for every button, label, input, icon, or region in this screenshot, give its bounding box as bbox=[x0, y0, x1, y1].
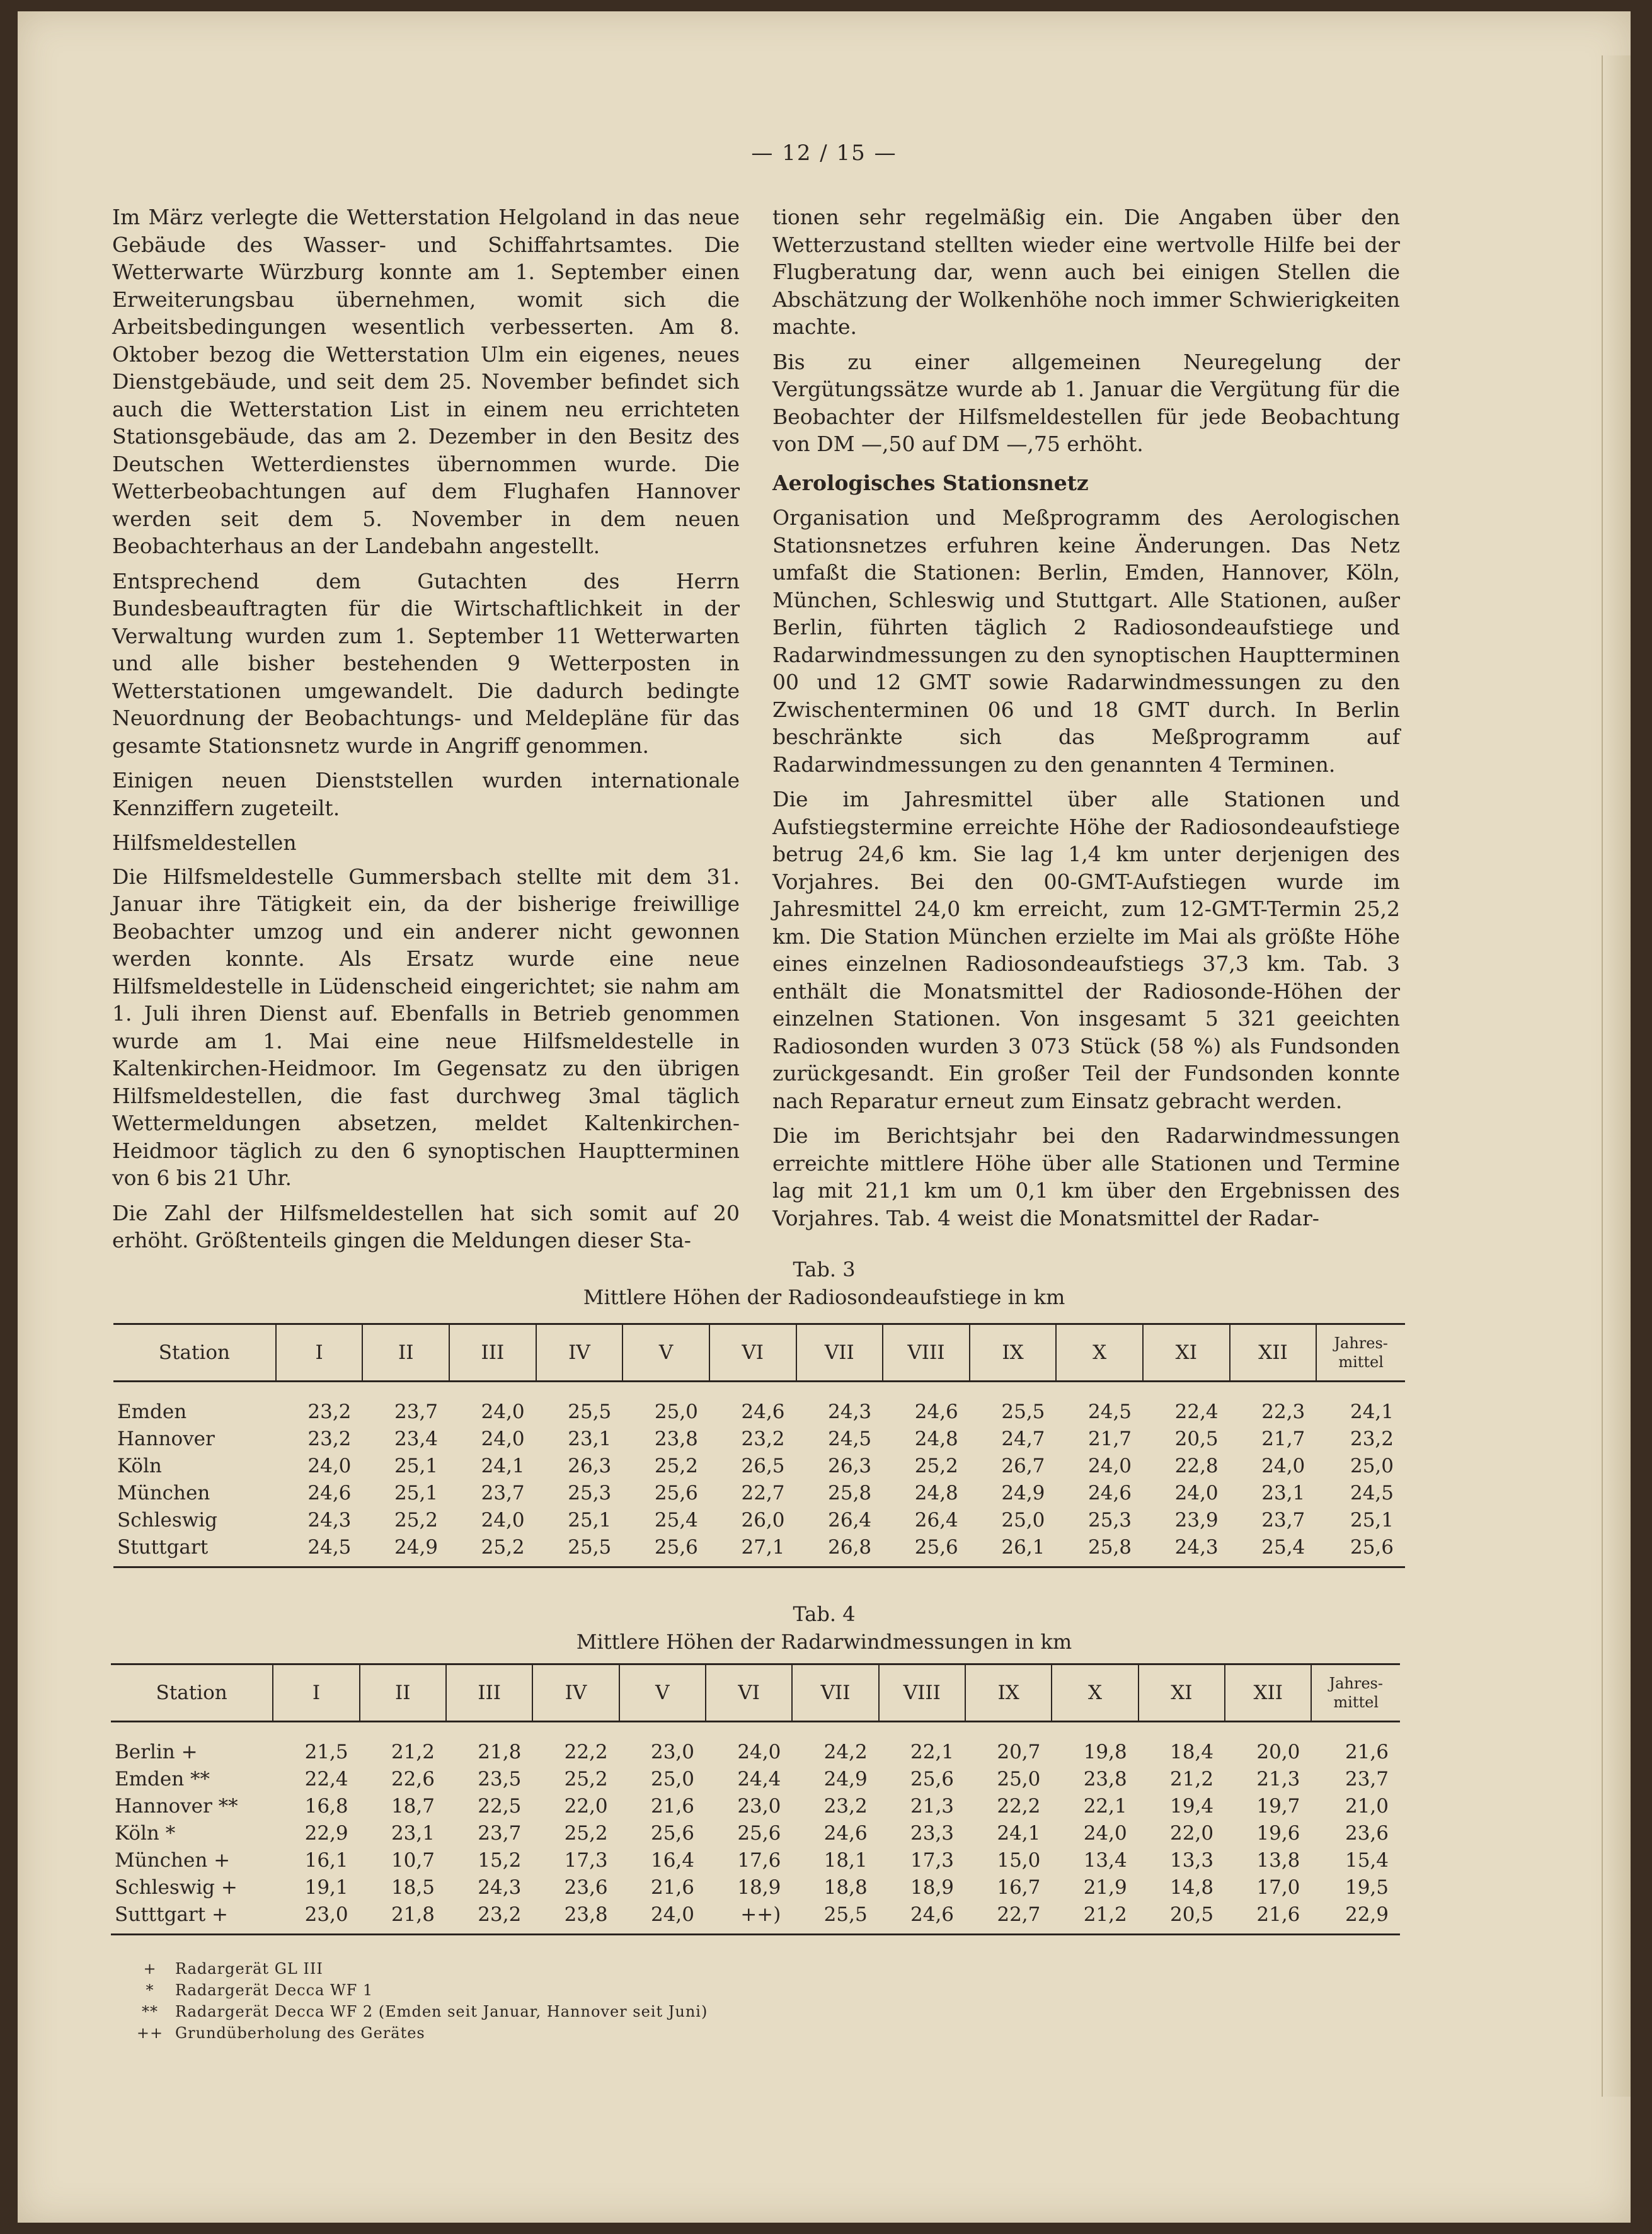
table-cell: 26,7 bbox=[1001, 1455, 1045, 1477]
page-number: — 12 / 15 — bbox=[751, 140, 897, 166]
table-cell: 22,7 bbox=[965, 1901, 1052, 1935]
table-cell: 21,3 bbox=[1256, 1768, 1300, 1790]
table-cell: 25,6 bbox=[910, 1768, 955, 1790]
column-header: III bbox=[446, 1664, 532, 1722]
table-cell: 24,3 bbox=[478, 1876, 522, 1899]
table-cell: 21,7 bbox=[1088, 1428, 1132, 1450]
table-cell: 19,7 bbox=[1256, 1795, 1300, 1818]
paragraph: Organisation und Meßprogramm des Aerologischen Stationsnetzes erfuhren keine Änderungen. Das Netz umfaßt die Stationen: Berlin, Emden, Hannover, Köln, München, Schleswig und Stuttgart. Alle Stationen, außer Berlin, führten täglich 2 Radiosondeaufstiege und Radarwindmessungen zu den synoptischen Hauptterminen 00 und 12 GMT sowie Radarwindmessungen zu den Zwischenterminen 06 und 18 GMT durch. In Berlin beschränkte sich das Meßprogramm auf Radarwindmessungen zu den genannten 4 Terminen. bbox=[772, 505, 1400, 777]
table-cell: 18,9 bbox=[737, 1876, 781, 1899]
table-cell: 23,6 bbox=[564, 1876, 608, 1899]
column-header: Station bbox=[113, 1324, 276, 1382]
table-cell: 24,6 bbox=[741, 1401, 785, 1423]
footnote-symbol: ++ bbox=[136, 2024, 164, 2042]
table-cell: 25,3 bbox=[1088, 1509, 1132, 1532]
table-cell: 13,3 bbox=[1170, 1849, 1214, 1872]
table-cell: 22,2 bbox=[997, 1795, 1041, 1818]
footnote-text: Radargerät Decca WF 2 (Emden seit Januar, Hannover seit Juni) bbox=[175, 2003, 708, 2020]
footnote-text: Radargerät GL III bbox=[175, 1960, 323, 1978]
paragraph: Im März verlegte die Wetterstation Helgoland in das neue Gebäude des Wasser- und Schiffahrtsamtes. Die Wetterwarte Würzburg konnte am 1. September einen Erweiterungsbau übernehmen, womit sich die Arbeitsbedingungen wesentlich verbesserten. Am 8. Oktober bezog die Wetterstation Ulm ein eigenes, neues Dienstgebäude, und seit dem 25. November befindet sich auch die Wetterstation List in einem neu errichteten Stationsgebäude, das am 2. Dezember in den Besitz des Deutschen Wetterdienstes übernommen wurde. Die Wetterbeobachtungen auf dem Flughafen Hannover werden seit dem 5. November in dem neuen Beobachterhaus an der Landebahn angestellt. bbox=[112, 205, 740, 558]
column-header: VI bbox=[709, 1324, 796, 1382]
page-edge bbox=[1602, 55, 1631, 2097]
station-name: Hannover ** bbox=[115, 1795, 238, 1818]
tab3-label: Tab. 3 bbox=[793, 1257, 856, 1281]
column-header: V bbox=[619, 1664, 706, 1722]
column-header: X bbox=[1052, 1664, 1138, 1722]
table-cell: 24,0 bbox=[481, 1401, 525, 1423]
table-cell: 24,0 bbox=[737, 1741, 781, 1763]
table-row bbox=[113, 1453, 1405, 1480]
tab3-caption bbox=[18, 1256, 1631, 1311]
table-cell: 25,0 bbox=[654, 1401, 698, 1423]
table-cell: 25,2 bbox=[449, 1534, 536, 1567]
table-cell: 23,8 bbox=[532, 1901, 619, 1935]
table-cell: 21,6 bbox=[1345, 1741, 1389, 1763]
table-cell: 26,0 bbox=[741, 1509, 785, 1532]
table-cell: 22,0 bbox=[1170, 1822, 1214, 1845]
table-cell: 24,6 bbox=[307, 1482, 352, 1504]
table-cell: 18,1 bbox=[823, 1849, 868, 1872]
table-cell: 24,8 bbox=[914, 1482, 958, 1504]
column-header: I bbox=[276, 1324, 363, 1382]
table-cell: 23,7 bbox=[1345, 1768, 1389, 1790]
table-cell: 25,1 bbox=[394, 1482, 439, 1504]
tab4-title: Mittlere Höhen der Radarwindmessungen in km bbox=[576, 1630, 1072, 1654]
table-cell: 21,8 bbox=[478, 1741, 522, 1763]
column-header: Jahres- mittel bbox=[1311, 1664, 1400, 1722]
table-cell: 15,4 bbox=[1345, 1849, 1389, 1872]
table-cell: 23,7 bbox=[481, 1482, 525, 1504]
table-cell: 25,4 bbox=[1230, 1534, 1317, 1567]
section-heading: Aerologisches Stationsnetz bbox=[772, 470, 1089, 495]
table-cell: 25,5 bbox=[1001, 1401, 1045, 1423]
column-header: XI bbox=[1143, 1324, 1230, 1382]
table-row bbox=[111, 1722, 1400, 1767]
table-cell: 25,2 bbox=[654, 1455, 698, 1477]
table-cell: 24,1 bbox=[1350, 1401, 1394, 1423]
column-header: IX bbox=[970, 1324, 1057, 1382]
station-name: Emden ** bbox=[115, 1768, 210, 1790]
right-column bbox=[772, 203, 1400, 1239]
table-cell: 24,1 bbox=[997, 1822, 1041, 1845]
paragraph: Die im Berichtsjahr bei den Radarwindmessungen erreichte mittlere Höhe über alle Stationen und Termine lag mit 21,1 km um 0,1 km über den Ergebnissen des Vorjahres. Tab. 4 weist die Monatsmittel der Radar- bbox=[772, 1123, 1400, 1230]
column-header: XII bbox=[1225, 1664, 1311, 1722]
table-cell: 23,6 bbox=[1345, 1822, 1389, 1845]
section-heading: Hilfsmeldestellen bbox=[112, 830, 297, 855]
table-cell: 18,8 bbox=[823, 1876, 868, 1899]
column-header: XII bbox=[1230, 1324, 1317, 1382]
table-cell: 13,4 bbox=[1083, 1849, 1127, 1872]
table-cell: 25,8 bbox=[1056, 1534, 1143, 1567]
column-header: II bbox=[362, 1324, 449, 1382]
table-cell: 24,0 bbox=[1088, 1455, 1132, 1477]
table-cell: 20,0 bbox=[1256, 1741, 1300, 1763]
column-header: VIII bbox=[883, 1324, 970, 1382]
station-name: München bbox=[117, 1482, 210, 1504]
footnote-text: Radargerät Decca WF 1 bbox=[175, 1981, 374, 1999]
table-cell: 21,3 bbox=[910, 1795, 955, 1818]
tab4-label: Tab. 4 bbox=[793, 1602, 856, 1626]
table-cell: 26,4 bbox=[914, 1509, 958, 1532]
footnote bbox=[125, 1979, 708, 2001]
footnote bbox=[125, 2001, 708, 2022]
station-name: Stuttgart bbox=[113, 1534, 276, 1567]
table-cell: 21,2 bbox=[1170, 1768, 1214, 1790]
table-cell: 21,0 bbox=[1345, 1795, 1389, 1818]
table-cell: 24,3 bbox=[307, 1509, 352, 1532]
table-cell: 24,9 bbox=[1001, 1482, 1045, 1504]
table-cell: 25,6 bbox=[622, 1534, 709, 1567]
table-cell: 22,2 bbox=[564, 1741, 608, 1763]
table-cell: 21,6 bbox=[1225, 1901, 1311, 1935]
table-cell: 25,5 bbox=[792, 1901, 878, 1935]
footnote-text: Grundüberholung des Gerätes bbox=[175, 2024, 425, 2042]
table-row bbox=[111, 1766, 1400, 1793]
table-cell: 25,8 bbox=[828, 1482, 872, 1504]
column-header: VII bbox=[792, 1664, 878, 1722]
table-cell: 24,0 bbox=[619, 1901, 706, 1935]
table-cell: 21,2 bbox=[1052, 1901, 1138, 1935]
table-cell: 26,3 bbox=[568, 1455, 612, 1477]
station-name: München + bbox=[115, 1849, 231, 1872]
table-cell: 23,4 bbox=[394, 1428, 439, 1450]
paragraph: Die im Jahresmittel über alle Stationen und Aufstiegstermine erreichte Höhe der Radiosondeaufstiege betrug 24,6 km. Sie lag 1,4 km unter derjenigen des Vorjahres. Bei den 00-GMT-Aufstiegen wurde im Jahresmittel 24,0 km erreicht, zum 12-GMT-Termin 25,2 km. Die Station München erzielte im Mai als größte Höhe eines einzelnen Radiosondeaufstiegs 37,3 km. Tab. 3 enthält die Monatsmittel der Radiosonde-Höhen der einzelnen Stationen. Von insgesamt 5 321 geeichten Radiosonden wurden 3 073 Stück (58 %) als Fundsonden zurückgesandt. Ein großer Teil der Fundsonden konnte nach Reparatur erneut zum Einsatz gebracht werden. bbox=[772, 787, 1400, 1113]
footnote-symbol: + bbox=[143, 1960, 157, 1978]
table-cell: 26,5 bbox=[741, 1455, 785, 1477]
station-name: Köln * bbox=[115, 1822, 176, 1845]
table-cell: 18,7 bbox=[391, 1795, 435, 1818]
table-cell: 25,6 bbox=[650, 1822, 694, 1845]
table-cell: 20,7 bbox=[997, 1741, 1041, 1763]
table-cell: 19,1 bbox=[304, 1876, 348, 1899]
table-cell: 23,0 bbox=[650, 1741, 694, 1763]
table-cell: 24,9 bbox=[823, 1768, 868, 1790]
column-header: IV bbox=[536, 1324, 623, 1382]
table-cell: 23,9 bbox=[1174, 1509, 1219, 1532]
table-cell: 24,3 bbox=[1143, 1534, 1230, 1567]
left-column bbox=[112, 203, 740, 1262]
table-cell: 22,1 bbox=[1083, 1795, 1127, 1818]
table-cell: 24,4 bbox=[737, 1768, 781, 1790]
table-cell: 23,2 bbox=[741, 1428, 785, 1450]
table-cell: 22,7 bbox=[741, 1482, 785, 1504]
table-cell: 24,2 bbox=[823, 1741, 868, 1763]
table-cell: 24,3 bbox=[828, 1401, 872, 1423]
table-cell: 27,1 bbox=[709, 1534, 796, 1567]
table-cell: 16,8 bbox=[304, 1795, 348, 1818]
table-cell: 21,5 bbox=[304, 1741, 348, 1763]
table-cell: 25,5 bbox=[568, 1401, 612, 1423]
column-header: Station bbox=[111, 1664, 273, 1722]
table-cell: 25,1 bbox=[568, 1509, 612, 1532]
table-row bbox=[111, 1820, 1400, 1847]
table-cell: 24,6 bbox=[823, 1822, 868, 1845]
table-cell: 22,6 bbox=[391, 1768, 435, 1790]
table-cell: 25,0 bbox=[997, 1768, 1041, 1790]
table-cell: 15,2 bbox=[478, 1849, 522, 1872]
table-cell: 24,7 bbox=[1001, 1428, 1045, 1450]
table-cell: 26,8 bbox=[796, 1534, 883, 1567]
table-cell: 18,4 bbox=[1170, 1741, 1214, 1763]
footnote bbox=[125, 2022, 708, 2044]
table-cell: 22,8 bbox=[1174, 1455, 1219, 1477]
tab3-title: Mittlere Höhen der Radiosondeaufstiege in km bbox=[583, 1285, 1065, 1309]
document-page bbox=[18, 11, 1631, 2223]
tab4-table bbox=[111, 1663, 1400, 1935]
column-header: IV bbox=[532, 1664, 619, 1722]
column-header: Jahres- mittel bbox=[1316, 1324, 1405, 1382]
station-name: Schleswig bbox=[117, 1509, 218, 1532]
table-cell: 23,8 bbox=[1083, 1768, 1127, 1790]
table-cell: 24,0 bbox=[1174, 1482, 1219, 1504]
paragraph: Entsprechend dem Gutachten des Herrn Bundesbeauftragten für die Wirtschaftlichkeit in der Verwaltung wurden zum 1. September 11 Wetterwarten und alle bisher bestehenden 9 Wetterposten in Wetterstationen umgewandelt. Die dadurch bedingte Neuordnung der Beobachtungs- und Meldepläne für das gesamte Stationsnetz wurde in Angriff genommen. bbox=[112, 568, 740, 758]
column-header: VIII bbox=[879, 1664, 965, 1722]
table-cell: 24,0 bbox=[481, 1428, 525, 1450]
table-cell: 21,6 bbox=[650, 1795, 694, 1818]
table-cell: 23,0 bbox=[273, 1901, 359, 1935]
table-cell: 16,7 bbox=[997, 1876, 1041, 1899]
table-cell: 25,2 bbox=[564, 1768, 608, 1790]
table-cell: 26,3 bbox=[828, 1455, 872, 1477]
footnote-symbol: ** bbox=[142, 2003, 158, 2020]
table-cell: 16,4 bbox=[650, 1849, 694, 1872]
table-cell: 24,5 bbox=[828, 1428, 872, 1450]
table-cell: 18,5 bbox=[391, 1876, 435, 1899]
column-header: VII bbox=[796, 1324, 883, 1382]
footnotes bbox=[125, 1958, 708, 2044]
table-cell: 25,6 bbox=[1316, 1534, 1405, 1567]
table-cell: 10,7 bbox=[391, 1849, 435, 1872]
table-cell: 23,5 bbox=[478, 1768, 522, 1790]
table-cell: 25,6 bbox=[883, 1534, 970, 1567]
table-cell: 23,7 bbox=[1261, 1509, 1305, 1532]
column-header: XI bbox=[1139, 1664, 1225, 1722]
table-cell: 25,4 bbox=[654, 1509, 698, 1532]
column-header: VI bbox=[706, 1664, 792, 1722]
table-cell: 25,0 bbox=[1350, 1455, 1394, 1477]
table-cell: 23,1 bbox=[1261, 1482, 1305, 1504]
table-cell: 26,4 bbox=[828, 1509, 872, 1532]
table-row bbox=[111, 1901, 1400, 1935]
table-cell: 24,6 bbox=[1088, 1482, 1132, 1504]
table-cell: 22,0 bbox=[564, 1795, 608, 1818]
table-cell: 21,8 bbox=[360, 1901, 446, 1935]
table-cell: 19,8 bbox=[1083, 1741, 1127, 1763]
table-row bbox=[113, 1382, 1405, 1426]
table-cell: 25,2 bbox=[394, 1509, 439, 1532]
table-cell: 22,4 bbox=[304, 1768, 348, 1790]
paragraph: Die Hilfsmeldestelle Gummersbach stellte mit dem 31. Januar ihre Tätigkeit ein, da der bisherige freiwillige Beobachter umzog und ein anderer nicht gewonnen werden konnte. Als Ersatz wurde eine neue Hilfsmeldestelle in Lüdenscheid eingerichtet; sie nahm am 1. Juli ihren Dienst auf. Ebenfalls in Betrieb genommen wurde am 1. Mai eine neue Hilfsmeldestelle in Kaltenkirchen-Heidmoor. Im Gegensatz zu den übrigen Hilfsmeldestellen, die fast durchweg 3mal täglich Wettermeldungen absetzen, meldet Kaltenkirchen-Heidmoor täglich zu den 6 synoptischen Hauptterminen von 6 bis 21 Uhr. bbox=[112, 864, 740, 1190]
table-cell: 22,9 bbox=[1311, 1901, 1400, 1935]
table-cell: 24,0 bbox=[481, 1509, 525, 1532]
table-cell: 19,5 bbox=[1345, 1876, 1389, 1899]
table-cell: 24,9 bbox=[362, 1534, 449, 1567]
table-cell: 17,3 bbox=[564, 1849, 608, 1872]
paragraph: Die Zahl der Hilfsmeldestellen hat sich somit auf 20 erhöht. Größtenteils gingen die Meldungen dieser Sta- bbox=[112, 1200, 740, 1252]
station-name: Hannover bbox=[117, 1428, 215, 1450]
column-header: X bbox=[1056, 1324, 1143, 1382]
table-cell: 16,1 bbox=[304, 1849, 348, 1872]
table-cell: 25,2 bbox=[914, 1455, 958, 1477]
table-cell: 20,5 bbox=[1139, 1901, 1225, 1935]
station-name: Berlin + bbox=[115, 1741, 198, 1763]
column-header: IX bbox=[965, 1664, 1052, 1722]
table-cell: 24,6 bbox=[879, 1901, 965, 1935]
table-cell: 24,6 bbox=[914, 1401, 958, 1423]
table-cell: 23,2 bbox=[446, 1901, 532, 1935]
table-cell: 23,3 bbox=[910, 1822, 955, 1845]
table-cell: 17,0 bbox=[1256, 1876, 1300, 1899]
table-cell: 23,2 bbox=[823, 1795, 868, 1818]
station-name: Köln bbox=[117, 1455, 162, 1477]
table-cell: 24,0 bbox=[1261, 1455, 1305, 1477]
table-cell: 24,5 bbox=[1088, 1401, 1132, 1423]
table-cell: 19,6 bbox=[1256, 1822, 1300, 1845]
tab4-caption bbox=[18, 1600, 1631, 1656]
table-row bbox=[111, 1847, 1400, 1874]
table-cell: 24,1 bbox=[481, 1455, 525, 1477]
table-cell: 25,5 bbox=[536, 1534, 623, 1567]
table-cell: 21,9 bbox=[1083, 1876, 1127, 1899]
table-cell: 25,0 bbox=[1001, 1509, 1045, 1532]
table-row bbox=[113, 1507, 1405, 1534]
table-cell: 24,5 bbox=[276, 1534, 363, 1567]
table-cell: 24,0 bbox=[307, 1455, 352, 1477]
station-name: Schleswig + bbox=[115, 1876, 238, 1899]
table-cell: 25,0 bbox=[650, 1768, 694, 1790]
table-cell: 13,8 bbox=[1256, 1849, 1300, 1872]
footnote bbox=[125, 1958, 708, 1979]
column-header: I bbox=[273, 1664, 359, 1722]
table-cell: 21,6 bbox=[650, 1876, 694, 1899]
paragraph: Bis zu einer allgemeinen Neuregelung der Vergütungssätze wurde ab 1. Januar die Vergütung für die Beobachter der Hilfsmeldestellen für jede Beobachtung von DM —,50 auf DM —,75 erhöht. bbox=[772, 349, 1400, 456]
paragraph: tionen sehr regelmäßig ein. Die Angaben über den Wetterzustand stellten wieder eine wertvolle Hilfe bei der Flugberatung dar, wenn auch bei einigen Stellen die Abschätzung der Wolkenhöhe noch immer Schwierigkeiten machte. bbox=[772, 205, 1400, 339]
table-cell: 23,2 bbox=[1350, 1428, 1394, 1450]
table-cell: 26,1 bbox=[970, 1534, 1057, 1567]
table-cell: 22,9 bbox=[304, 1822, 348, 1845]
table-cell: 22,3 bbox=[1261, 1401, 1305, 1423]
table-cell: 23,2 bbox=[307, 1428, 352, 1450]
column-header: III bbox=[449, 1324, 536, 1382]
table-cell: 18,9 bbox=[910, 1876, 955, 1899]
table-cell: 25,3 bbox=[568, 1482, 612, 1504]
paragraph: Einigen neuen Dienststellen wurden internationale Kennziffern zugeteilt. bbox=[112, 768, 740, 820]
table-cell: 24,8 bbox=[914, 1428, 958, 1450]
table-cell: 15,0 bbox=[997, 1849, 1041, 1872]
table-cell: 25,1 bbox=[394, 1455, 439, 1477]
table-cell: 17,3 bbox=[910, 1849, 955, 1872]
table-cell: 17,6 bbox=[737, 1849, 781, 1872]
table-cell: 25,6 bbox=[737, 1822, 781, 1845]
table-cell: 23,7 bbox=[394, 1401, 439, 1423]
column-header: V bbox=[622, 1324, 709, 1382]
table-cell: 19,4 bbox=[1170, 1795, 1214, 1818]
table-cell: 21,2 bbox=[391, 1741, 435, 1763]
table-cell: 23,1 bbox=[391, 1822, 435, 1845]
station-name: Sutttgart + bbox=[111, 1901, 273, 1935]
table-cell: 24,0 bbox=[1083, 1822, 1127, 1845]
table-row bbox=[113, 1426, 1405, 1453]
table-cell: 22,1 bbox=[910, 1741, 955, 1763]
table-row bbox=[113, 1534, 1405, 1567]
table-cell: 23,7 bbox=[478, 1822, 522, 1845]
table-cell: 23,0 bbox=[737, 1795, 781, 1818]
table-row bbox=[113, 1480, 1405, 1507]
footnote-symbol: * bbox=[146, 1981, 154, 1999]
table-cell: 25,1 bbox=[1350, 1509, 1394, 1532]
table-cell: 23,1 bbox=[568, 1428, 612, 1450]
table-cell: 21,7 bbox=[1261, 1428, 1305, 1450]
table-cell: 14,8 bbox=[1170, 1876, 1214, 1899]
table-row bbox=[111, 1874, 1400, 1901]
table-cell: 25,2 bbox=[564, 1822, 608, 1845]
table-cell: 23,2 bbox=[307, 1401, 352, 1423]
tab3-table bbox=[113, 1323, 1405, 1568]
column-header: II bbox=[360, 1664, 446, 1722]
station-name: Emden bbox=[117, 1401, 187, 1423]
table-cell: 22,4 bbox=[1174, 1401, 1219, 1423]
table-cell: 24,5 bbox=[1350, 1482, 1394, 1504]
table-cell: 22,5 bbox=[478, 1795, 522, 1818]
table-cell: 23,8 bbox=[654, 1428, 698, 1450]
table-cell: ++) bbox=[706, 1901, 792, 1935]
table-cell: 25,6 bbox=[654, 1482, 698, 1504]
table-cell: 20,5 bbox=[1174, 1428, 1219, 1450]
table-row bbox=[111, 1793, 1400, 1820]
